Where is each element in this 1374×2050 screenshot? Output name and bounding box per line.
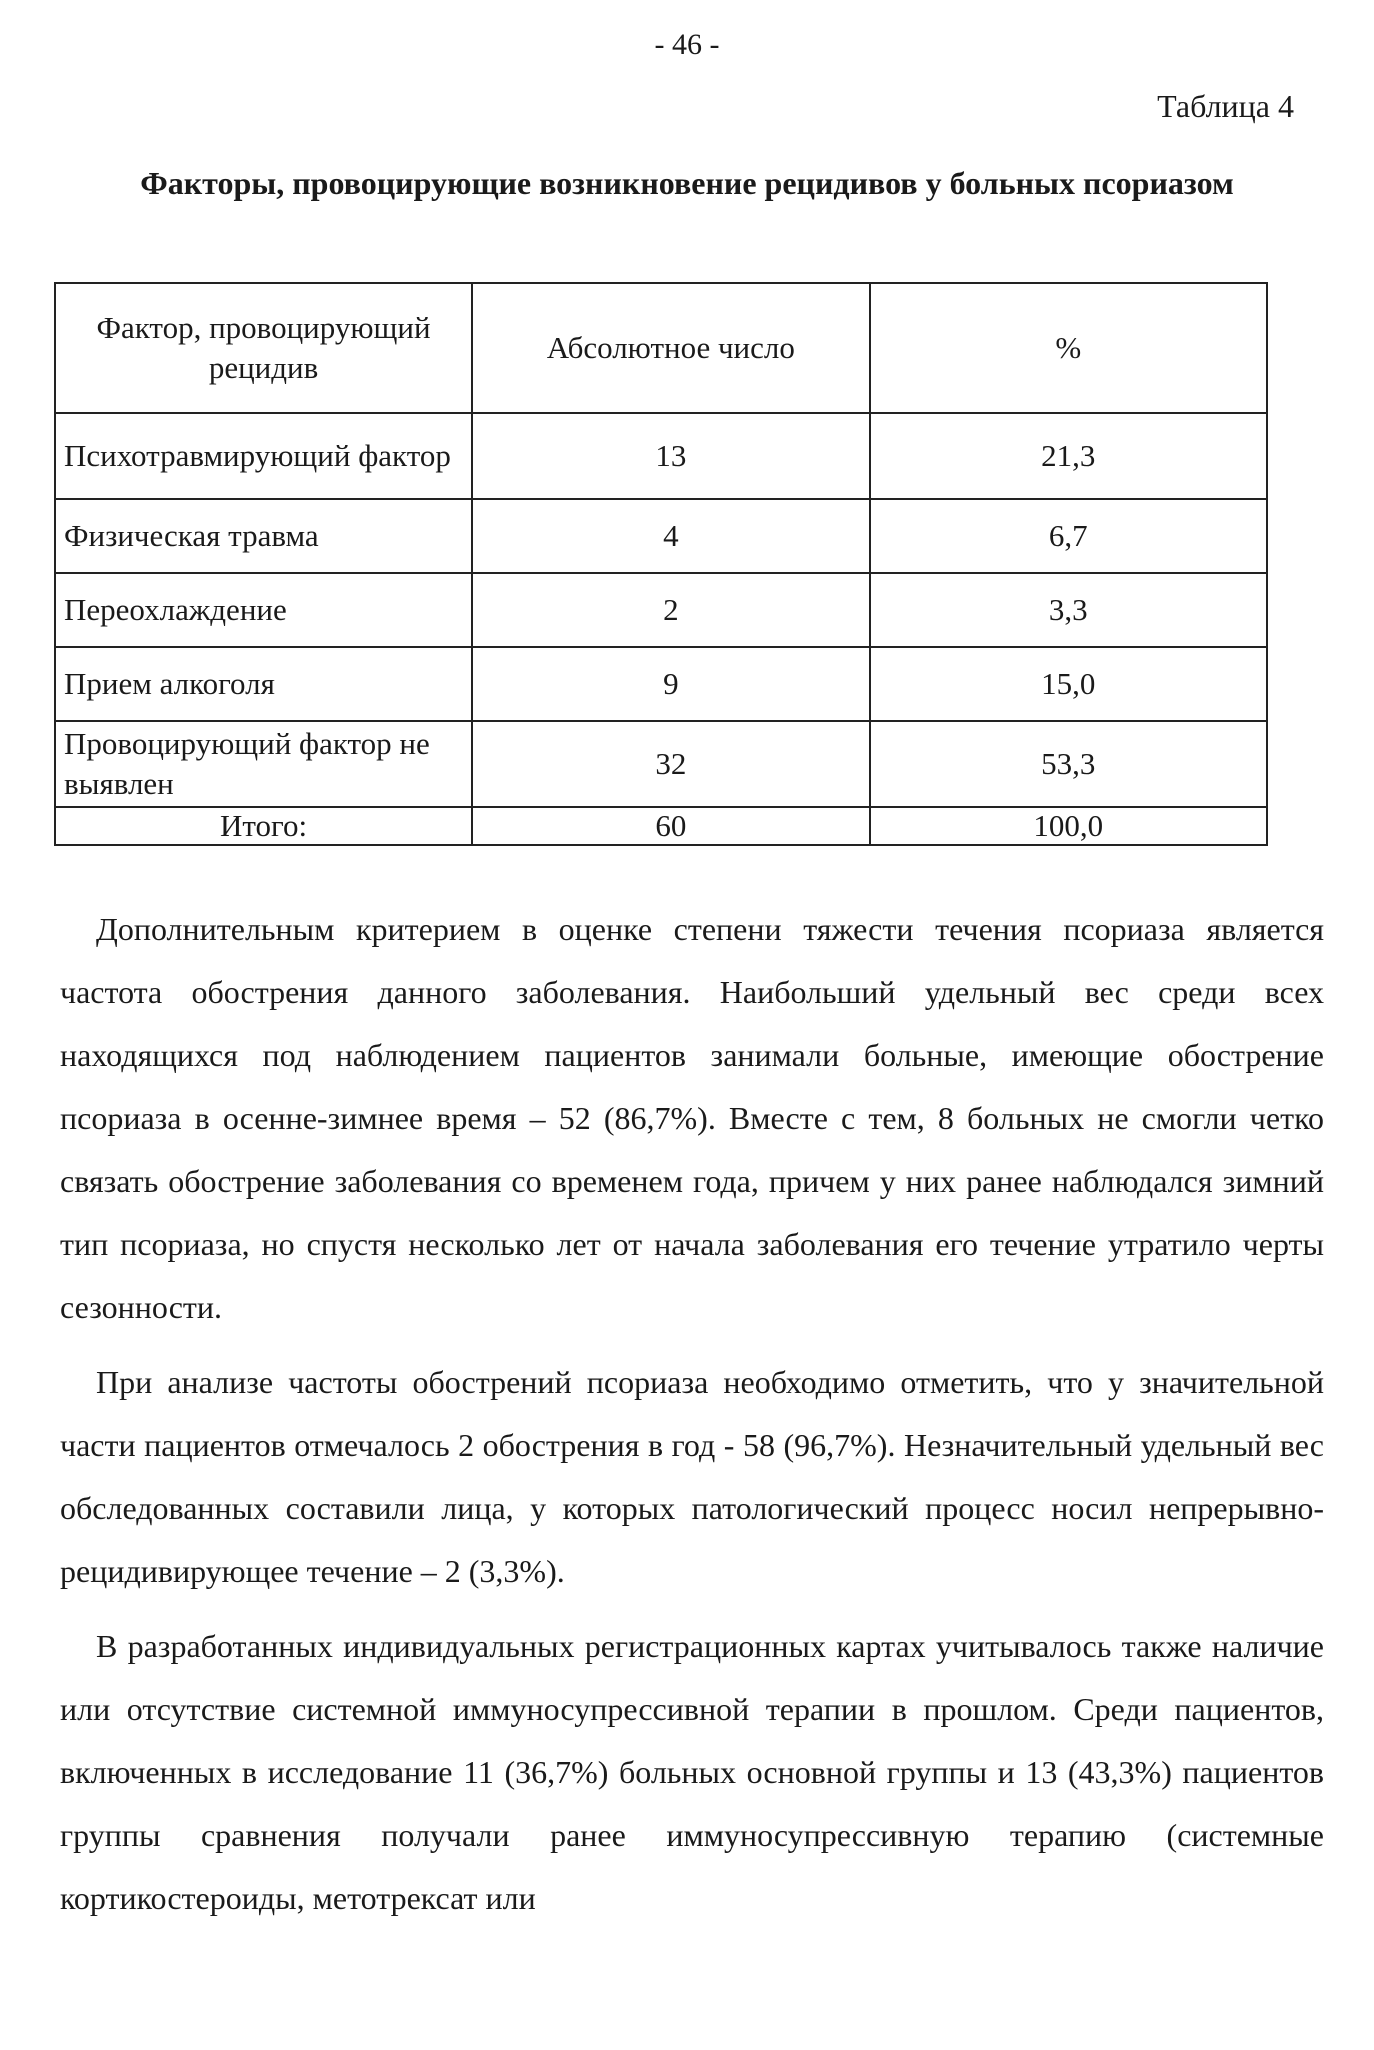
factor-cell: Психотравмирующий фактор (55, 413, 472, 499)
table-row (55, 413, 1267, 499)
factor-cell: Переохлаждение (55, 573, 472, 647)
header-percent: % (870, 283, 1267, 413)
count-cell: 32 (472, 721, 869, 807)
table-row (55, 721, 1267, 807)
count-cell: 2 (472, 573, 869, 647)
body-text (60, 898, 1324, 1942)
table-caption: Таблица 4 (1157, 88, 1294, 124)
paragraph: В разработанных индивидуальных регистрационных картах учитывалось также наличие или отсутствие системной иммуносупрессивной терапии в прошлом. Среди пациентов, включенных в исследование 11 (36,7%) больных основной группы и 13 (43,3%) пациентов группы сравнения получали ранее иммуносупрессивную терапию (системные кортикостероиды, метотрексат или (60, 1628, 1324, 1916)
total-label: Итого: (55, 807, 472, 845)
percent-cell: 6,7 (870, 499, 1267, 573)
paragraph: Дополнительным критерием в оценке степени тяжести течения псориаза является частота обострения данного заболевания. Наибольший удельный вес среди всех находящихся под наблюдением пациентов занимали больные, имеющие обострение псориаза в осенне-зимнее время – 52 (86,7%). Вместе с тем, 8 больных не смогли четко связать обострение заболевания со временем года, причем у них ранее наблюдался зимний тип псориаза, но спустя несколько лет от начала заболевания его течение утратило черты сезонности. (60, 911, 1324, 1325)
table-row (55, 573, 1267, 647)
table-title: Факторы, провоцирующие возникновение рецидивов у больных псориазом (140, 165, 1234, 201)
count-cell: 13 (472, 413, 869, 499)
factor-cell: Физическая травма (55, 499, 472, 573)
header-factor: Фактор, провоцирующий рецидив (55, 283, 472, 413)
count-cell: 9 (472, 647, 869, 721)
factors-table (54, 282, 1268, 846)
percent-cell: 3,3 (870, 573, 1267, 647)
count-cell: 4 (472, 499, 869, 573)
factor-cell: Прием алкоголя (55, 647, 472, 721)
paragraph: При анализе частоты обострений псориаза необходимо отметить, что у значительной части пациентов отмечалось 2 обострения в год - 58 (96,7%). Незначительный удельный вес обследованных составили лица, у которых патологический процесс носил непрерывно-рецидивирующее течение – 2 (3,3%). (60, 1364, 1324, 1589)
table-total-row (55, 807, 1267, 845)
percent-cell: 15,0 (870, 647, 1267, 721)
percent-cell: 53,3 (870, 721, 1267, 807)
total-count: 60 (472, 807, 869, 845)
table-header-row (55, 283, 1267, 413)
header-count: Абсолютное число (472, 283, 869, 413)
total-percent: 100,0 (870, 807, 1267, 845)
table-row (55, 647, 1267, 721)
page-number: - 46 - (654, 28, 720, 61)
percent-cell: 21,3 (870, 413, 1267, 499)
factor-cell: Провоцирующий фактор не выявлен (55, 721, 472, 807)
table-row (55, 499, 1267, 573)
